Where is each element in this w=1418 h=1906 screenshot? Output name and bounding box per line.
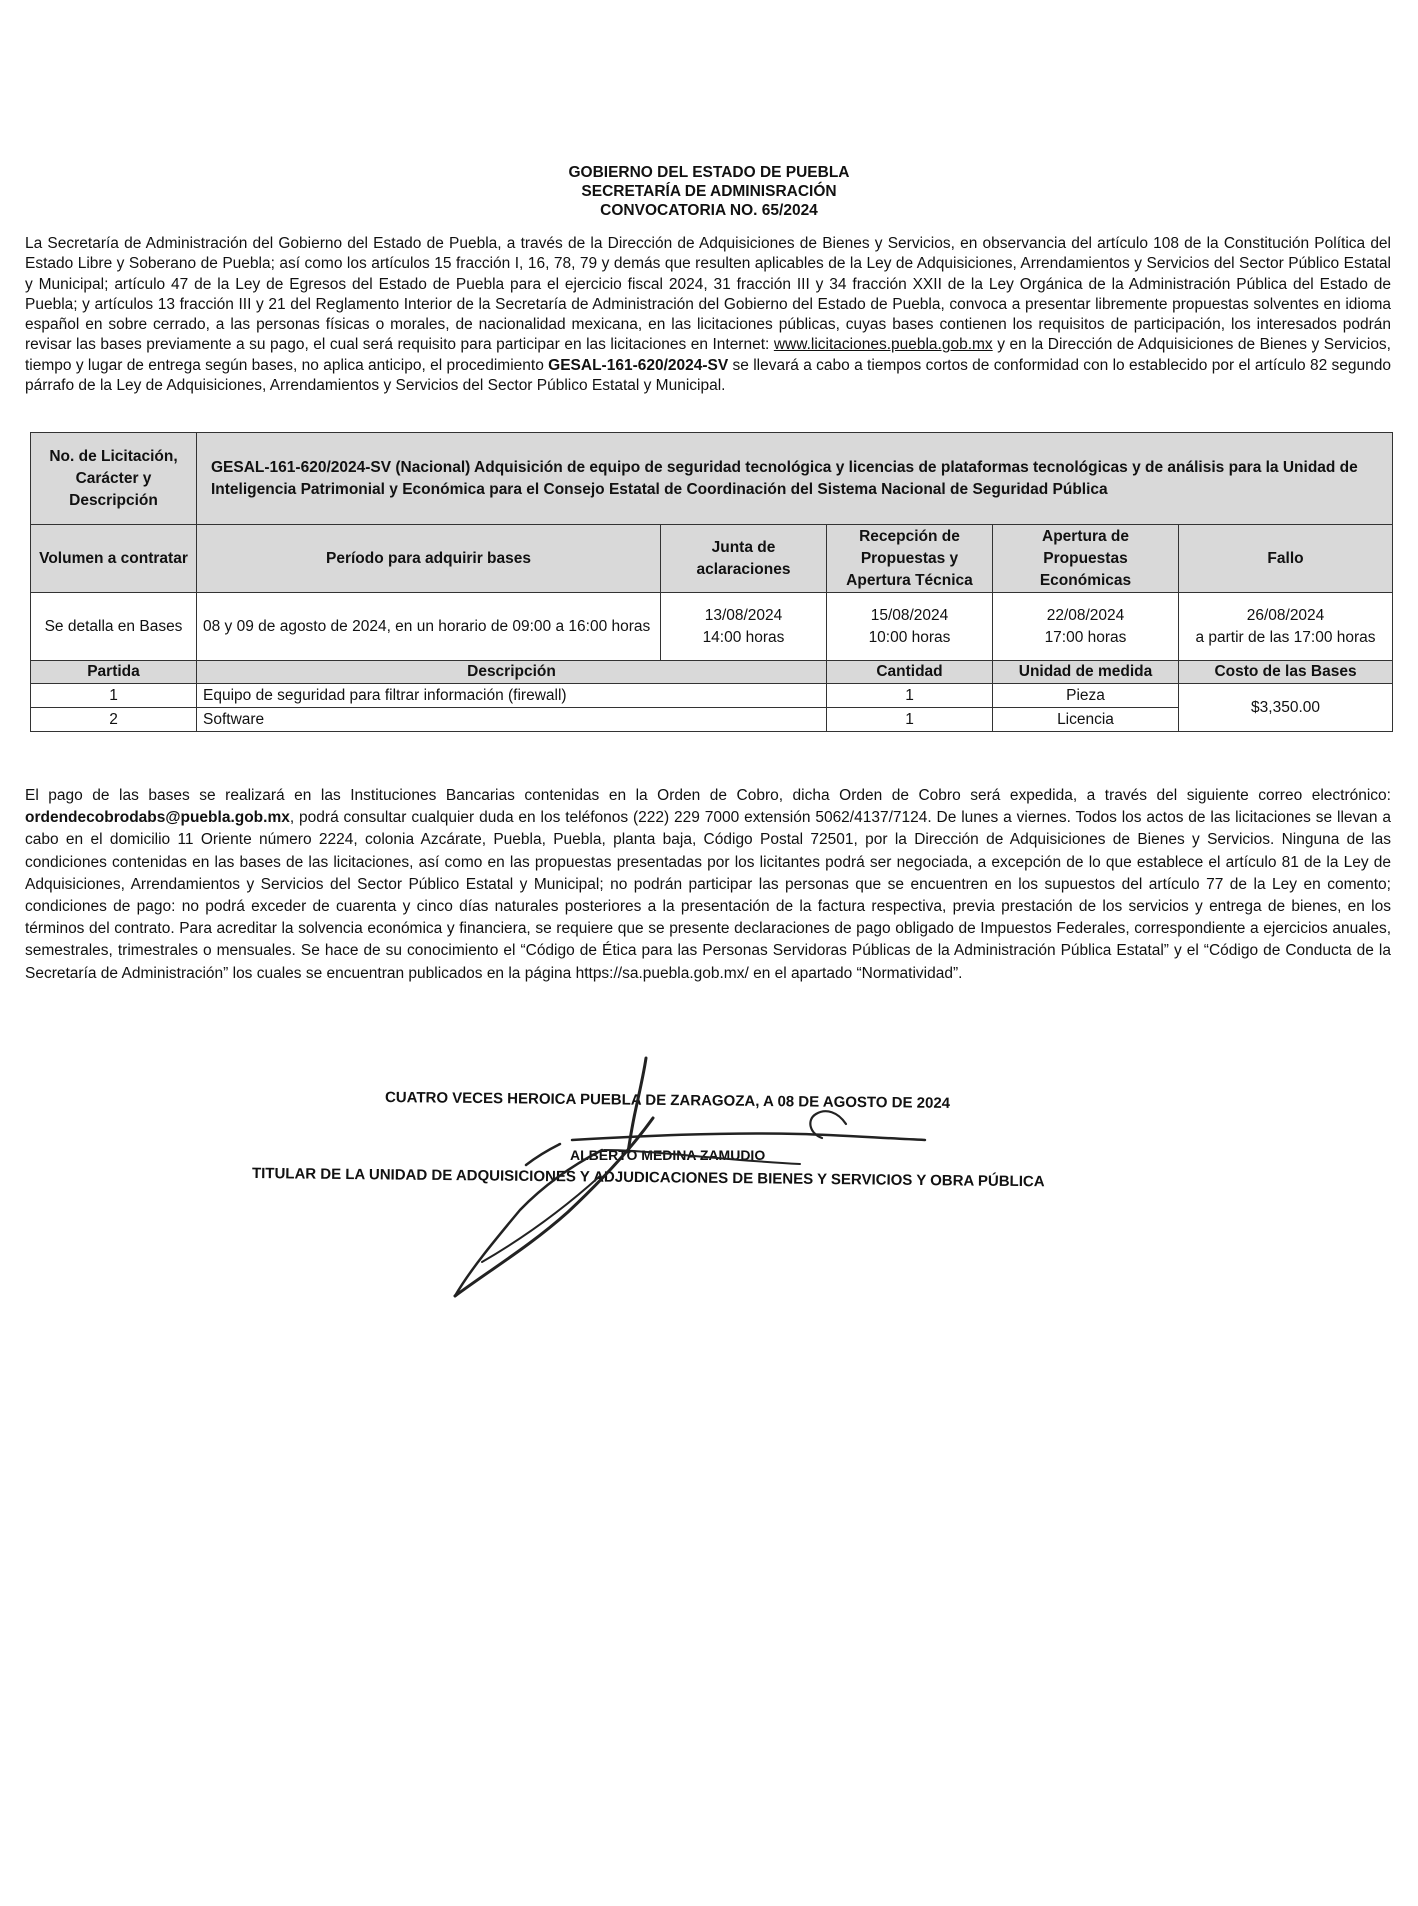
signature-stroke-loop bbox=[810, 1111, 846, 1138]
payment-paragraph bbox=[25, 785, 1391, 985]
label-licitacion: No. de Licitación, Carácter y Descripción bbox=[31, 433, 197, 525]
item-descripcion: Software bbox=[197, 708, 827, 732]
header-periodo: Período para adquirir bases bbox=[197, 525, 661, 593]
table-row bbox=[31, 593, 1393, 661]
item-cantidad: 1 bbox=[827, 708, 993, 732]
value-recepcion bbox=[827, 593, 993, 661]
convocatoria-table bbox=[30, 432, 1393, 732]
signatory-title: TITULAR DE LA UNIDAD DE ADQUISICIONES Y ADJUDICACIONES DE BIENES Y SERVICIOS Y OBRA PÚBLICA bbox=[251, 1165, 1045, 1191]
apertura-date: 22/08/2024 bbox=[1046, 606, 1125, 624]
signature-place-date: CUATRO VECES HEROICA PUEBLA DE ZARAGOZA, A 08 DE AGOSTO DE 2024 bbox=[384, 1089, 951, 1112]
value-periodo: 08 y 09 de agosto de 2024, en un horario de 09:00 a 16:00 horas bbox=[197, 593, 661, 661]
header-volumen: Volumen a contratar bbox=[31, 525, 197, 593]
payment-text: El pago de las bases se realizará en las Instituciones Bancarias contenidas en la Orden de Cobro, dicha Orden de Cobro será expedida, a través del siguiente correo electrónico: bbox=[25, 787, 1391, 804]
signature-stroke-tail bbox=[482, 1176, 600, 1262]
intro-text-after: se llevará a cabo a tiempos cortos de conformidad con lo establecido por el artículo 82 segundo párrafo de la Ley de Adquisiciones, Arrendamientos y Servicios del Sector Público Estatal y Municipal. bbox=[25, 356, 1391, 395]
fallo-time: a partir de las 17:00 horas bbox=[1195, 628, 1376, 646]
table-row bbox=[31, 525, 1393, 593]
signature-stroke-long bbox=[455, 1118, 653, 1296]
item-descripcion: Equipo de seguridad para filtrar información (firewall) bbox=[197, 684, 827, 708]
value-fallo bbox=[1179, 593, 1393, 661]
item-unidad: Pieza bbox=[993, 684, 1179, 708]
table-row bbox=[31, 684, 1393, 708]
header-unidad: Unidad de medida bbox=[993, 661, 1179, 684]
recepcion-date: 15/08/2024 bbox=[870, 606, 949, 624]
licitacion-description: GESAL-161-620/2024-SV (Nacional) Adquisición de equipo de seguridad tecnológica y licencias de plataformas tecnológicas y de análisis para la Unidad de Inteligencia Patrimonial y Económica para el Consejo Estatal de Coordinación del Sistema Nacional de Seguridad Pública bbox=[197, 433, 1393, 525]
header-fallo: Fallo bbox=[1179, 525, 1393, 593]
payment-text-after: , podrá consultar cualquier duda en los teléfonos (222) 229 7000 extensión 5062/4137/7124. De lunes a viernes. Todos los actos de las licitaciones se llevan a cabo en el domicilio 11 Oriente número 2224, colonia Azcárate, Puebla, Puebla, planta baja, Código Postal 72501, por la Dirección de Adquisiciones de Bienes y Servicios. Ninguna de las condiciones contenidas en las bases de las licitaciones, así como en las propuestas presentadas por los licitantes podrá ser negociada, a excepción de lo que establece el artículo 81 de la Ley de Adquisiciones, Arrendamientos y Servicios del Sector Público Estatal y Municipal; no podrán participar las personas que se encuentren en los supuestos del artículo 77 de la Ley en comento; condiciones de pago: no podrá exceder de cuarenta y cinco días naturales posteriores a la presentación de la factura respectiva, previa prestación de los servicios y entrega de bienes, en los términos del contrato. Para acreditar la solvencia económica y financiera, se requiere que se presente declaraciones de pago obligado de Impuestos Federales, correspondiente a ejercicios anuales, semestrales, trimestrales o mensuales. Se hace de su conocimiento el “Código de Ética para las Personas Servidoras Públicas de la Administración Pública Estatal” y el “Código de Conducta de la Secretaría de Administración” los cuales se encuentran publicados en la página https://sa.puebla.gob.mx/ en el apartado “Normatividad”. bbox=[25, 809, 1391, 982]
document-header bbox=[0, 163, 1418, 220]
junta-date: 13/08/2024 bbox=[704, 606, 783, 624]
item-cantidad: 1 bbox=[827, 684, 993, 708]
intro-text-mid: y en la Dirección de Adquisiciones de Bienes y Servicios, tiempo y lugar de entrega según bases, no aplica anticipo, el procedimiento bbox=[25, 336, 1391, 374]
intro-paragraph bbox=[25, 234, 1391, 396]
header-partida: Partida bbox=[31, 661, 197, 684]
header-costo: Costo de las Bases bbox=[1179, 661, 1393, 684]
signatory-name: ALBERTO MEDINA ZAMUDIO bbox=[570, 1147, 766, 1163]
item-partida: 1 bbox=[31, 684, 197, 708]
value-volumen: Se detalla en Bases bbox=[31, 593, 197, 661]
payment-email[interactable]: ordendecobrodabs@puebla.gob.mx bbox=[25, 809, 290, 827]
fallo-date: 26/08/2024 bbox=[1246, 606, 1325, 624]
signature-stroke-vertical bbox=[628, 1058, 646, 1152]
signature-stroke-horizontal bbox=[572, 1133, 925, 1140]
signature-stroke-upper-left bbox=[526, 1144, 560, 1165]
header-cantidad: Cantidad bbox=[827, 661, 993, 684]
costo-bases: $3,350.00 bbox=[1179, 684, 1393, 732]
header-convocatoria: CONVOCATORIA NO. 65/2024 bbox=[600, 202, 818, 219]
header-apertura: Apertura de Propuestas Económicas bbox=[993, 525, 1179, 593]
procedure-code: GESAL-161-620/2024-SV bbox=[548, 356, 729, 374]
item-unidad: Licencia bbox=[993, 708, 1179, 732]
junta-time: 14:00 horas bbox=[702, 628, 785, 646]
value-junta bbox=[661, 593, 827, 661]
intro-text: La Secretaría de Administración del Gobierno del Estado de Puebla, a través de la Dirección de Adquisiciones de Bienes y Servicios, en observancia del artículo 108 de la Constitución Política del Estado Libre y Soberano de Puebla; así como los artículos 15 fracción I, 16, 78, 79 y demás que resulten aplicables de la Ley de Adquisiciones, Arrendamientos y Servicios del Sector Público Estatal y Municipal; artículo 47 de la Ley de Egresos del Estado de Puebla para el ejercicio fiscal 2024, 31 fracción III y 34 fracción XXII de la Ley Orgánica de la Administración Pública del Estado de Puebla; y artículos 13 fracción III y 21 del Reglamento Interior de la Secretaría de Administración del Gobierno del Estado de Puebla, convoca a presentar libremente propuestas solventes en idioma español en sobre cerrado, a las personas físicas o morales, de nacionalidad mexicana, en las licitaciones públicas, cuyas bases contienen los requisitos de participación, los interesados podrán revisar las bases previamente a su pago, el cual será requisito para participar en las licitaciones en Internet: bbox=[25, 235, 1391, 354]
recepcion-time: 10:00 horas bbox=[868, 628, 951, 646]
apertura-time: 17:00 horas bbox=[1044, 628, 1127, 646]
signature-stroke-cross bbox=[604, 1150, 800, 1164]
item-partida: 2 bbox=[31, 708, 197, 732]
value-apertura bbox=[993, 593, 1179, 661]
header-government: GOBIERNO DEL ESTADO DE PUEBLA bbox=[568, 164, 850, 181]
header-junta: Junta de aclaraciones bbox=[661, 525, 827, 593]
header-recepcion: Recepción de Propuestas y Apertura Técnica bbox=[827, 525, 993, 593]
signature-stroke-hook bbox=[455, 1150, 602, 1296]
licitaciones-link[interactable]: www.licitaciones.puebla.gob.mx bbox=[773, 336, 993, 354]
header-descripcion: Descripción bbox=[197, 661, 827, 684]
table-row bbox=[31, 433, 1393, 525]
header-secretariat: SECRETARÍA DE ADMINISRACIÓN bbox=[581, 183, 837, 200]
table-row bbox=[31, 661, 1393, 684]
